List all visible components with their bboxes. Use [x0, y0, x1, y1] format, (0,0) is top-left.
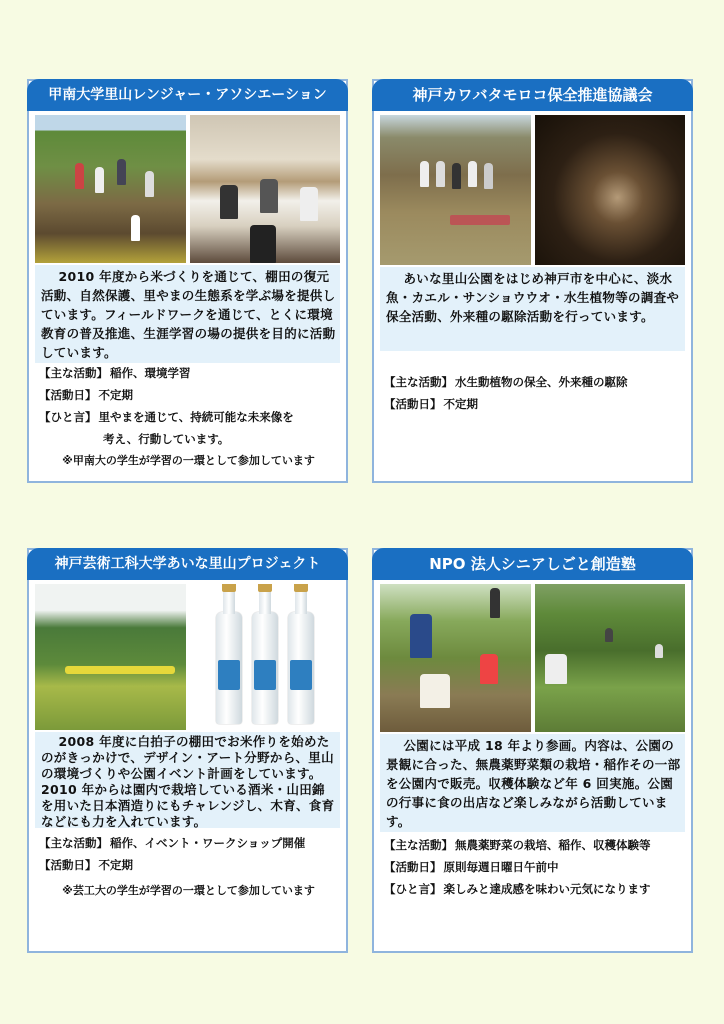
- card-info: [384, 371, 683, 415]
- photo-strip: [380, 584, 685, 732]
- card-note: ※芸工大の学生が学習の一環として参加しています: [62, 884, 315, 897]
- meadow-photo: [35, 584, 186, 730]
- sake-bottles-photo: [190, 584, 341, 730]
- group-forest-photo: [380, 115, 531, 265]
- info-row-days: 【活動日】 不定期: [39, 388, 133, 402]
- card-kawabata-moroko: [372, 79, 693, 483]
- card-description: 2008 年度に白拍子の棚田でお米作りを始めたのがきっかけで、デザイン・アート分野から、里山の環境づくりや公園イベント計画をしています。2010 年からは園内で栽培している酒米・山田錦を用いた日本酒造りにもチャレンジし、木育、食育などにも力を入れています。: [35, 732, 340, 828]
- card-konan-ranger: [27, 79, 348, 483]
- terrace-field-photo: [35, 115, 186, 263]
- photo-strip: [35, 584, 340, 730]
- info-row-activity: 【主な活動】 稲作、イベント・ワークショップ開催: [39, 836, 306, 850]
- info-row-activity: 【主な活動】 水生動植物の保全、外来種の駆除: [384, 375, 628, 389]
- card-info: [39, 832, 338, 902]
- photo-strip: [35, 115, 340, 263]
- card-title: 神戸芸術工科大学あいな里山プロジェクト: [27, 548, 348, 580]
- info-row-comment-cont: 考え、行動しています。: [103, 432, 230, 446]
- card-description: 公園には平成 18 年より参画。内容は、公園の景観に合った、無農薬野菜類の栽培・稲作その一部を公園内で販売。収穫体験など年 6 回実施。公園の行事に食の出店など楽しみながら活動しています。: [380, 734, 685, 832]
- card-note: ※甲南大の学生が学習の一環として参加しています: [62, 454, 315, 467]
- info-row-days: 【活動日】 不定期: [384, 397, 478, 411]
- info-row-activity: 【主な活動】 無農薬野菜の栽培、稲作、収穫体験等: [384, 838, 651, 852]
- card-description: あいな里山公園をはじめ神戸市を中心に、淡水魚・カエル・サンショウウオ・水生植物等の調査や保全活動、外来種の駆除活動を行っています。: [380, 267, 685, 351]
- info-row-comment: 【ひと言】 楽しみと達成感を味わい元気になります: [384, 882, 651, 896]
- card-info: [39, 362, 338, 472]
- harvest-photo: [380, 584, 531, 732]
- card-npo-senior: [372, 548, 693, 953]
- card-kobe-design-univ: [27, 548, 348, 953]
- card-description: 2010 年度から米づくりを通じて、棚田の復元活動、自然保護、里やまの生態系を学ぶ場を提供しています。フィールドワークを通じて、とくに環境教育の普及推進、生涯学習の場の提供を目的に活動しています。: [35, 265, 340, 363]
- info-row-activity: 【主な活動】 稲作、環境学習: [39, 366, 191, 380]
- classroom-photo: [190, 115, 341, 263]
- info-row-comment: 【ひと言】 里やまを通じて、持続可能な未来像を: [39, 410, 294, 424]
- card-title: 神戸カワバタモロコ保全推進協議会: [372, 79, 693, 111]
- card-title: 甲南大学里山レンジャー・アソシエーション: [27, 79, 348, 111]
- underwater-photo: [535, 115, 686, 265]
- info-row-days: 【活動日】 原則毎週日曜日午前中: [384, 860, 559, 874]
- photo-strip: [380, 115, 685, 265]
- info-row-days: 【活動日】 不定期: [39, 858, 133, 872]
- card-title: NPO 法人シニアしごと創造塾: [372, 548, 693, 580]
- card-info: [384, 834, 683, 900]
- vegetable-field-photo: [535, 584, 686, 732]
